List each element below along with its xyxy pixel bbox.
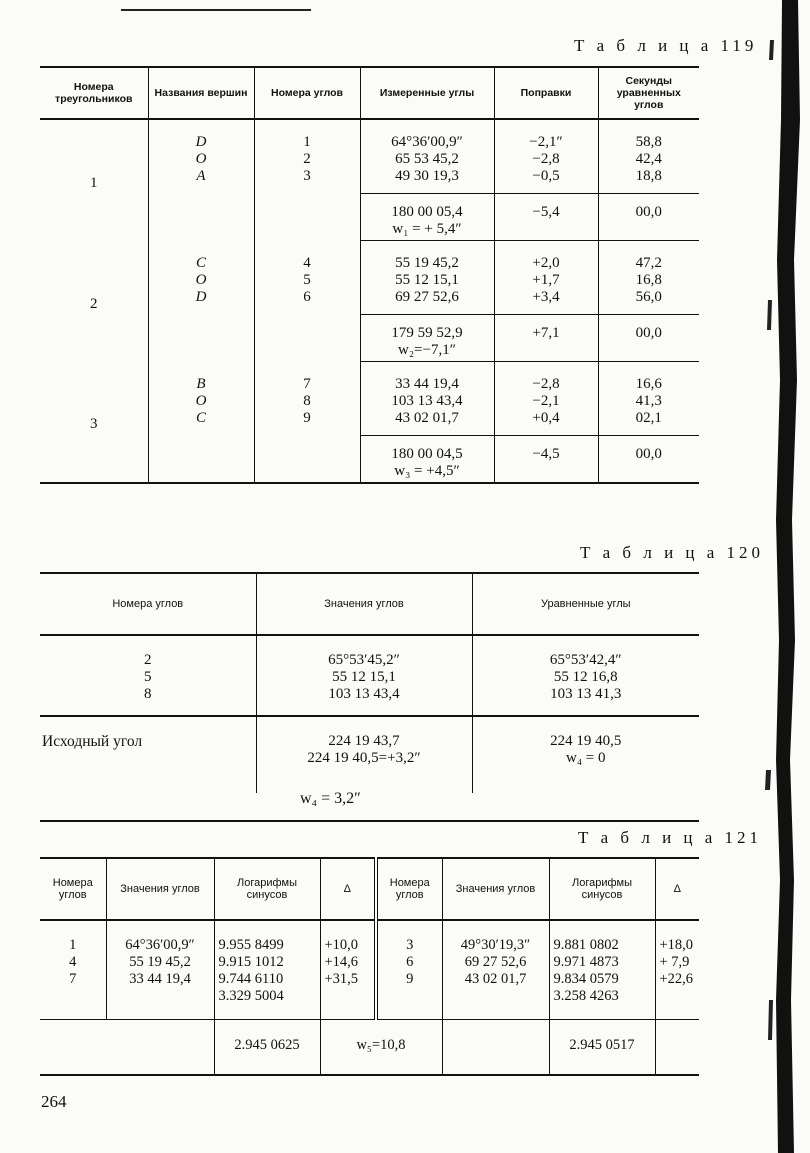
triangle-number: 1: [90, 174, 98, 191]
empty-cell: [40, 1020, 214, 1076]
sum-seconds: 00,0: [598, 315, 699, 362]
vertex-names: C O D: [148, 241, 254, 362]
col-header: Δ: [655, 858, 699, 920]
col-header: Названия вершин: [148, 67, 254, 119]
table-row-total: [40, 1020, 699, 1076]
angle-values: 224 19 43,7 224 19 40,5=+3,2″: [256, 716, 472, 793]
table-119: [40, 66, 699, 484]
triangle-number: 2: [90, 295, 98, 312]
col-header: Измеренные углы: [360, 67, 494, 119]
left-log-sum: 2.945 0625: [214, 1020, 320, 1076]
table-121-header: [40, 858, 699, 920]
col-header: Значения углов: [442, 858, 549, 920]
col-header: Поправки: [494, 67, 598, 119]
sum-measured: 180 00 04,5 w₃ = +4,5″: [360, 436, 494, 484]
table-119-caption: Т а б л и ц а 119: [574, 36, 758, 55]
header-rule: [121, 9, 311, 11]
corrections: −2,1″ −2,8 −0,5: [494, 119, 598, 194]
table-121-caption: Т а б л и ц а 121: [578, 828, 763, 847]
sum-measured: 180 00 05,4 w₁ = + 5,4″: [360, 194, 494, 241]
corrections: −2,8 −2,1 +0,4: [494, 362, 598, 436]
angle-values: 65°53′45,2″ 55 12 15,1 103 13 43,4: [256, 635, 472, 716]
table-120-bottom-rule: [40, 820, 699, 822]
adjusted-seconds: 16,6 41,3 02,1: [598, 362, 699, 436]
sine-logarithms: 9.955 8499 9.915 1012 9.744 6110 3.329 5004: [214, 920, 320, 1020]
corrections: +2,0 +1,7 +3,4: [494, 241, 598, 315]
angle-values: 64°36′00,9″ 55 19 45,2 33 44 19,4: [106, 920, 214, 1020]
angle-numbers: 2 5 8: [40, 635, 256, 716]
sum-seconds: 00,0: [598, 436, 699, 484]
col-header: Значения углов: [256, 573, 472, 635]
sum-correction: −4,5: [494, 436, 598, 484]
col-header: Секунды уравненных углов: [598, 67, 699, 119]
delta-values: +10,0 +14,6 +31,5: [320, 920, 376, 1020]
angle-numbers: 3 6 9: [376, 920, 442, 1020]
col-header: Значения углов: [106, 858, 214, 920]
initial-angle-label: Исходный угол: [42, 733, 143, 750]
vertex-names: B O C: [148, 362, 254, 484]
col-header: Номера углов: [376, 858, 442, 920]
table-row: [40, 635, 699, 716]
table-119-header: [40, 67, 699, 119]
table-120: [40, 572, 699, 793]
delta-values: +18,0 + 7,9 +22,6: [655, 920, 699, 1020]
measured-angles: 64°36′00,9″ 65 53 45,2 49 30 19,3: [360, 119, 494, 194]
col-header: Номера треугольников: [40, 67, 148, 119]
angle-values: 49°30′19,3″ 69 27 52,6 43 02 01,7: [442, 920, 549, 1020]
page-number: 264: [41, 1092, 67, 1111]
angle-numbers: 7 8 9: [254, 362, 360, 484]
sum-correction: −5,4: [494, 194, 598, 241]
triangle-number: 3: [90, 416, 98, 433]
angle-numbers: 1 4 7: [69, 937, 77, 987]
col-header: Логарифмы синусов: [214, 858, 320, 920]
adjusted-angles: 224 19 40,5 w₄ = 0: [472, 716, 699, 793]
col-header: Δ: [320, 858, 376, 920]
adjusted-angles: 65°53′42,4″ 55 12 16,8 103 13 41,3: [472, 635, 699, 716]
table-121: [40, 857, 699, 1076]
col-header: Номера углов: [40, 573, 256, 635]
sine-logarithms: 9.881 0802 9.971 4873 9.834 0579 3.258 4263: [549, 920, 655, 1020]
sum-measured: 179 59 52,9 w₂=−7,1″: [360, 315, 494, 362]
table-120-header: [40, 573, 699, 635]
table-row: [40, 119, 699, 194]
empty-cell: [655, 1020, 699, 1076]
empty-cell: [442, 1020, 549, 1076]
closure-w5: w₅=10,8: [320, 1020, 442, 1076]
table-row: [40, 920, 699, 1020]
scan-edge-shadow: [764, 0, 810, 1153]
col-header: Логарифмы синусов: [549, 858, 655, 920]
angle-numbers: 1 2 3: [254, 119, 360, 241]
col-header: Номера углов: [254, 67, 360, 119]
adjusted-seconds: 58,8 42,4 18,8: [598, 119, 699, 194]
table-row: [40, 362, 699, 436]
angle-numbers: 4 5 6: [254, 241, 360, 362]
measured-angles: 33 44 19,4 103 13 43,4 43 02 01,7: [360, 362, 494, 436]
table-120-caption: Т а б л и ц а 120: [580, 543, 765, 562]
measured-angles: 55 19 45,2 55 12 15,1 69 27 52,6: [360, 241, 494, 315]
sum-correction: +7,1: [494, 315, 598, 362]
table-row: [40, 716, 699, 793]
closure-w4: w₄ = 3,2″: [300, 790, 361, 807]
sum-seconds: 00,0: [598, 194, 699, 241]
table-row: [40, 241, 699, 315]
col-header: Номера углов: [40, 858, 106, 920]
col-header: Уравненные углы: [472, 573, 699, 635]
right-log-sum: 2.945 0517: [549, 1020, 655, 1076]
adjusted-seconds: 47,2 16,8 56,0: [598, 241, 699, 315]
vertex-names: D O A: [148, 119, 254, 241]
